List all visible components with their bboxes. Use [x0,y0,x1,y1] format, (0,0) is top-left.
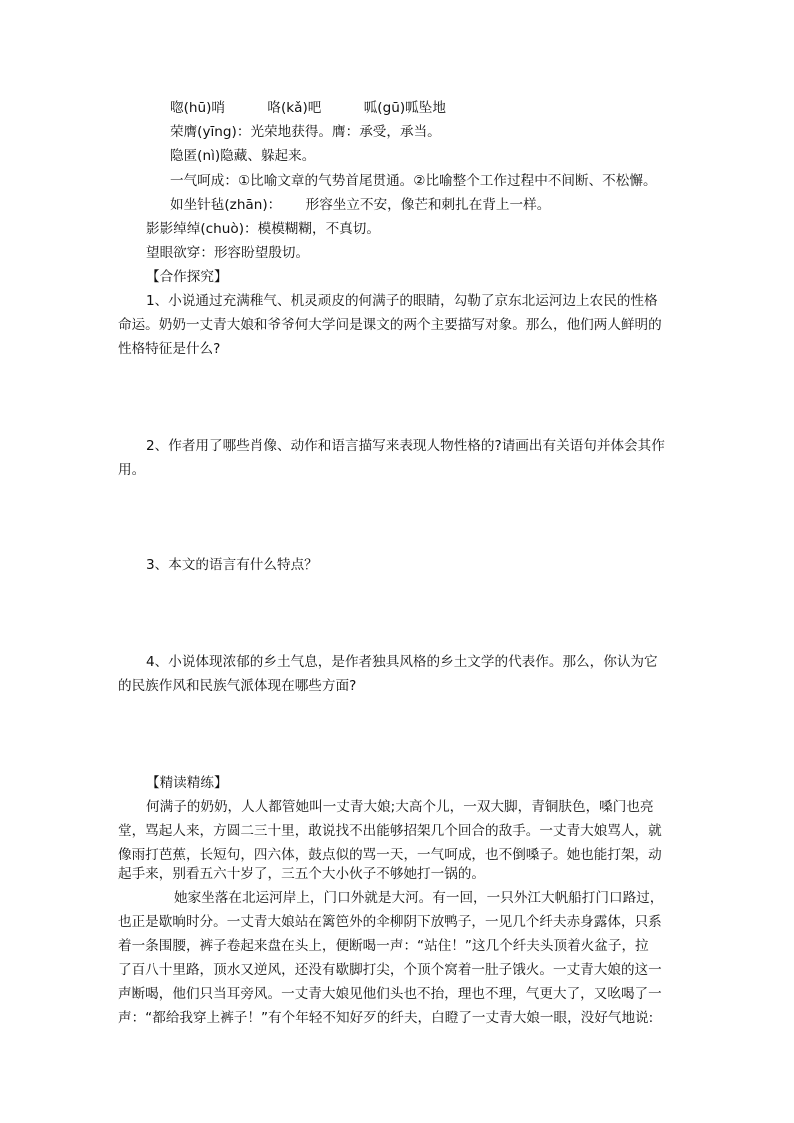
glossary-item: 唿(hū)哨 [170,100,226,116]
question-1-line: 性格特征是什么? [118,341,221,357]
question-4-line: 的民族作风和民族气派体现在哪些方面? [118,678,357,694]
passage-line: 也正是歇晌时分。一丈青大娘站在篱笆外的伞柳阴下放鸭子，一见几个纤夫赤身露体，只系 [118,914,662,930]
passage-line: 像雨打芭蕉，长短句，四六体，鼓点似的骂一天，一气呵成，也不倒嗓子。她也能打架，动 [118,847,662,863]
passage-line: 声断喝，他们只当耳旁风。一丈青大娘见他们头也不抬，理也不理，气更大了，又吆喝了一 [118,986,662,1002]
question-1-line: 1、小说通过充满稚气、机灵顽皮的何满子的眼睛，勾勒了京东北运河边上农民的性格 [146,293,658,309]
glossary-item: 影影绰绰(chuò)：模模糊糊，不真切。 [146,221,380,237]
question-1-line: 命运。奶奶一丈青大娘和爷爷何大学问是课文的两个主要描写对象。那么，他们两人鲜明的 [118,317,662,333]
section-heading-reading: 【精读精练】 [146,775,228,791]
passage-line: 起手来，别看五六十岁了，三五个大小伙子不够她打一锅的。 [118,866,486,882]
glossary-item: 咯(kǎ)吧 [267,100,322,116]
glossary-item: 一气呵成：①比喻文章的气势首尾贯通。②比喻整个工作过程中不间断、不松懈。 [170,173,657,189]
glossary-item: 呱(gū)呱坠地 [363,100,446,116]
glossary-row-7 [170,195,550,215]
passage-line: 着一条围腰，裤子卷起来盘在头上，便断喝一声：“站住！”这几个纤夫头顶着火盆子，拉 [118,938,649,954]
question-2-line: 用。 [118,462,146,478]
glossary-term: 如坐针毡(zhān)： [170,197,282,213]
section-heading-cooperative: 【合作探究】 [146,269,228,285]
glossary-item: 隐匿(nì)隐藏、躲起来。 [170,148,316,164]
glossary-definition: 形容坐立不安，像芒和刺扎在背上一样。 [305,197,551,213]
glossary-item: 望眼欲穿：形容盼望殷切。 [146,245,310,261]
question-4-line: 4、小说体现浓郁的乡土气息，是作者独具风格的乡土文学的代表作。那么，你认为它 [146,654,658,670]
glossary-row-1 [170,98,446,118]
question-3-line: 3、本文的语言有什么特点？ [146,557,318,573]
passage-line: 堂，骂起人来，方圆二三十里，敢说找不出能够招架几个回合的敌手。一丈青大娘骂人，就 [118,823,662,839]
passage-line: 声：“都给我穿上裤子！”有个年轻不知好歹的纤夫，白瞪了一丈青大娘一眼，没好气地说: [118,1010,654,1026]
passage-line: 了百八十里路，顶水又逆风，还没有歇脚打尖，个顶个窝着一肚子饿火。一丈青大娘的这一 [118,962,662,978]
passage-line: 她家坐落在北运河岸上，门口外就是大河。有一回，一只外江大帆船打门口路过， [174,890,664,906]
question-2-line: 2、作者用了哪些肖像、动作和语言描写来表现人物性格的?请画出有关语句并体会其作 [146,438,665,454]
glossary-item: 荣膺(yīng)：光荣地获得。膺：承受，承当。 [170,124,441,140]
passage-line: 何满子的奶奶，人人都管她叫一丈青大娘;大高个儿，一双大脚，青铜肤色，嗓门也亮 [146,799,654,815]
